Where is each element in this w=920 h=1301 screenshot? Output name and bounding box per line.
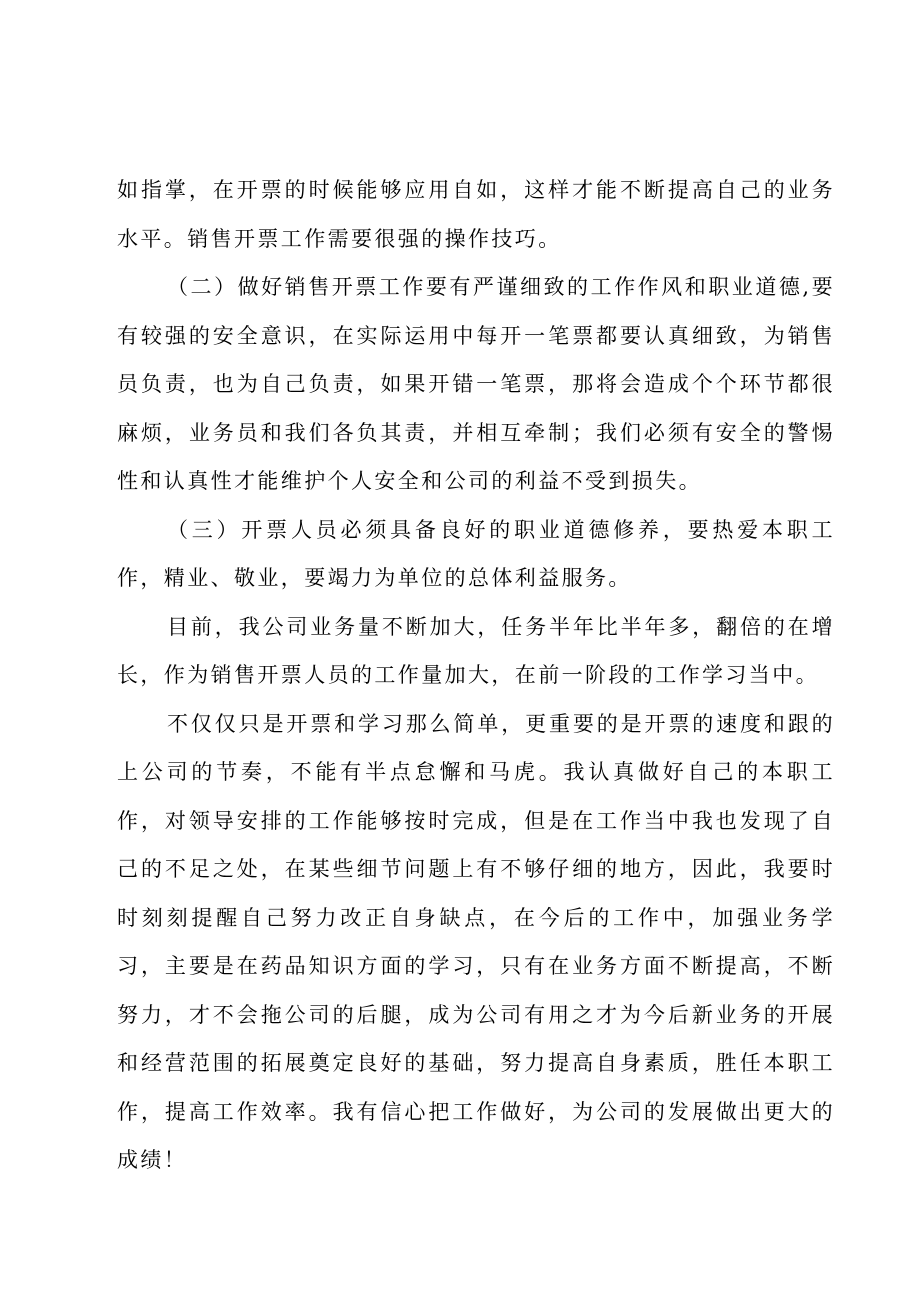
paragraph-conclusion: 不仅仅只是开票和学习那么简单，更重要的是开票的速度和跟的上公司的节奏，不能有半点怠懈和马虎。我认真做好自己的本职工作，对领导安排的工作能够按时完成，但是在工作当中我也发现了自己的不足之处，在某些细节问题上有不够仔细的地方，因此，我要时时刻刻提醒自己努力改正自身缺点，在今后的工作中，加强业务学习，主要是在药品知识方面的学习，只有在业务方面不断提高，不断努力，才不会拖公司的后腿，成为公司有用之才为今后新业务的开展和经营范围的拓展奠定良好的基础，努力提高自身素质，胜任本职工作，提高工作效率。我有信心把工作做好，为公司的发展做出更大的成绩！ — [117, 711, 835, 1172]
paragraph-section-two: （二）做好销售开票工作要有严谨细致的工作作风和职业道德,要有较强的安全意识，在实际运用中每开一笔票都要认真细致，为销售员负责，也为自己负责，如果开错一笔票，那将会造成个个环节都很麻烦，业务员和我们各负其责，并相互牵制；我们必须有安全的警惕性和认真性才能维护个人安全和公司的利益不受到损失。 — [117, 275, 835, 493]
paragraph-continuation: 如指掌，在开票的时候能够应用自如，这样才能不断提高自己的业务水平。销售开票工作需要很强的操作技巧。 — [117, 178, 835, 251]
paragraph-section-three: （三）开票人员必须具备良好的职业道德修养，要热爱本职工作，精业、敬业，要竭力为单位的总体利益服务。 — [117, 517, 835, 590]
paragraph-current-situation: 目前，我公司业务量不断加大，任务半年比半年多，翻倍的在增长，作为销售开票人员的工作量加大，在前一阶段的工作学习当中。 — [117, 614, 835, 687]
document-body — [117, 166, 835, 1185]
